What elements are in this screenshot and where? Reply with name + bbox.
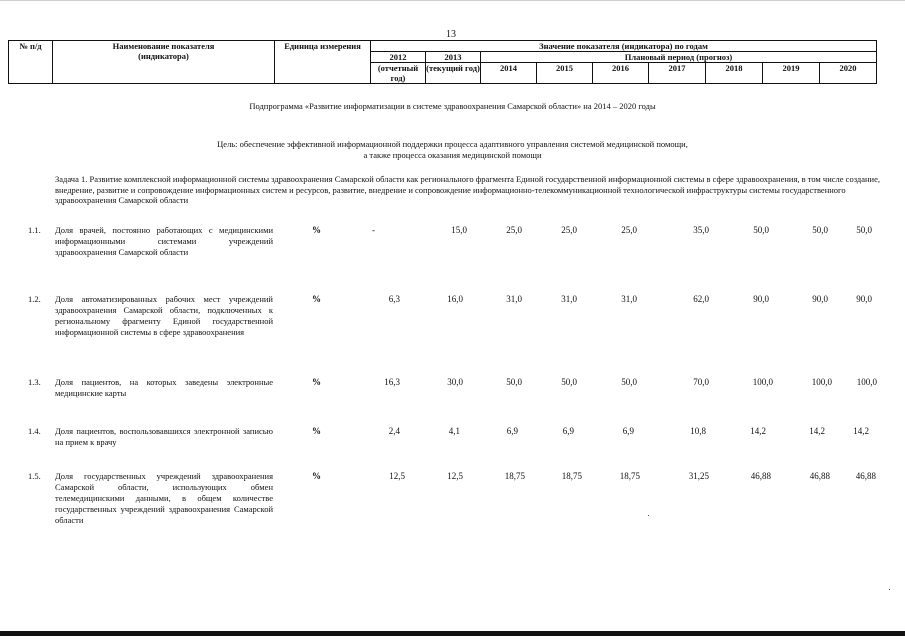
row-value: 12,5 (447, 471, 463, 481)
year-header: 2016 (593, 63, 649, 84)
row-value: 31,25 (688, 471, 709, 481)
year-2012-header: 2012 (371, 52, 426, 63)
row-name: Доля пациентов, на которых заведены электронные медицинские карты (55, 377, 273, 398)
row-value: 31,0 (506, 294, 522, 304)
values-title-header: Значение показателя (индикатора) по годам (371, 41, 877, 52)
year-header: 2020 (820, 63, 877, 84)
row-unit: % (312, 294, 321, 304)
planned-period-header: Плановый период (прогноз) (481, 52, 877, 63)
row-value: 16,0 (447, 294, 463, 304)
year-header: 2014 (481, 63, 537, 84)
year-2013-header: 2013 (426, 52, 481, 63)
row-value: 16,3 (384, 377, 400, 387)
row-value: 50,0 (561, 377, 577, 387)
top-rule (0, 0, 905, 1)
row-value: 31,0 (621, 294, 637, 304)
scan-speck (648, 515, 649, 516)
row-value: 46,88 (750, 471, 771, 481)
row-value: 10,8 (690, 426, 706, 436)
row-name: Доля автоматизированных рабочих мест учреждений здравоохранения Самарской области, подключенных к региональному фрагменту Единой государственной информационной системы в сфере здравоохранения (55, 294, 273, 337)
year-header: 2017 (649, 63, 706, 84)
row-number: 1.1. (28, 225, 41, 235)
row-value: 6,9 (622, 426, 634, 436)
header-table (8, 40, 877, 84)
row-value: 14,2 (853, 426, 869, 436)
row-value: 25,0 (621, 225, 637, 235)
row-value: 18,75 (504, 471, 525, 481)
col-name-header: Наименование показателя (индикатора) (53, 41, 275, 84)
row-value: 62,0 (693, 294, 709, 304)
row-value: 6,9 (506, 426, 518, 436)
year-2013-note: (текущий год) (426, 63, 481, 84)
row-value: 46,88 (809, 471, 830, 481)
row-value: 18,75 (561, 471, 582, 481)
col-unit-header: Единица измерения (275, 41, 371, 84)
row-name: Доля пациентов, воспользовавшихся электронной записью на прием к врачу (55, 426, 273, 447)
row-unit: % (312, 225, 321, 235)
subprogram-title: Подпрограмма «Развитие информатизации в системе здравоохранения Самарской области» на 2014 – 2020 годы (249, 101, 656, 111)
row-unit: % (312, 426, 321, 436)
year-header: 2019 (763, 63, 820, 84)
row-value: 70,0 (693, 377, 709, 387)
row-value: 90,0 (812, 294, 828, 304)
row-value: 2,4 (388, 426, 400, 436)
row-value: 14,2 (809, 426, 825, 436)
row-unit: % (312, 377, 321, 387)
year-header: 2018 (706, 63, 763, 84)
row-value: 6,9 (562, 426, 574, 436)
row-value: 31,0 (561, 294, 577, 304)
goal-line-1: Цель: обеспечение эффективной информационной поддержки процесса адаптивного управления системой медицинской помощи, (217, 139, 688, 149)
row-value: - (372, 225, 375, 235)
row-value: 50,0 (621, 377, 637, 387)
row-value: 12,5 (389, 471, 405, 481)
row-number: 1.5. (28, 471, 41, 481)
row-value: 4,1 (448, 426, 460, 436)
row-value: 14,2 (750, 426, 766, 436)
row-number: 1.2. (28, 294, 41, 304)
row-value: 100,0 (856, 377, 877, 387)
row-number: 1.4. (28, 426, 41, 436)
row-value: 30,0 (447, 377, 463, 387)
row-value: 50,0 (812, 225, 828, 235)
row-value: 46,88 (855, 471, 876, 481)
bottom-scan-border (0, 631, 905, 636)
row-name: Доля государственных учреждений здравоохранения Самарской области, использующих обмен телемедицинскими данными, в общем количестве государственных учреждений здравоохранения Самарской области (55, 471, 273, 525)
page-number: 13 (446, 29, 456, 40)
row-value: 50,0 (506, 377, 522, 387)
year-header: 2015 (537, 63, 593, 84)
row-value: 100,0 (752, 377, 773, 387)
year-2012-note: (отчетный год) (371, 63, 426, 84)
row-value: 25,0 (506, 225, 522, 235)
row-value: 100,0 (811, 377, 832, 387)
goal-line-2: а также процесса оказания медицинской помощи (363, 150, 542, 160)
row-value: 15,0 (451, 225, 467, 235)
row-value: 50,0 (856, 225, 872, 235)
row-value: 90,0 (753, 294, 769, 304)
row-value: 35,0 (693, 225, 709, 235)
task-text: Задача 1. Развитие комплексной информационной системы здравоохранения Самарской области как регионального фрагмента Единой государственной информационной системы в сфере здравоохранения, в том числе создание, внедрение, развитие и сопровождение информационных систем и ресурсов, развитие, внедрение и сопровождение информационно-телекоммуникационной технологической инфраструктуры системы государственного здравоохранения Самарской области (55, 174, 880, 205)
row-value: 18,75 (619, 471, 640, 481)
row-value: 50,0 (753, 225, 769, 235)
col-num-header: № п/д (9, 41, 53, 84)
row-number: 1.3. (28, 377, 41, 387)
row-name: Доля врачей, постоянно работающих с медицинскими информационными системами учреждений здравоохранения Самарской области (55, 225, 273, 257)
row-value: 90,0 (856, 294, 872, 304)
row-value: 25,0 (561, 225, 577, 235)
row-unit: % (312, 471, 321, 481)
row-value: 6,3 (388, 294, 400, 304)
scan-speck (889, 589, 890, 590)
